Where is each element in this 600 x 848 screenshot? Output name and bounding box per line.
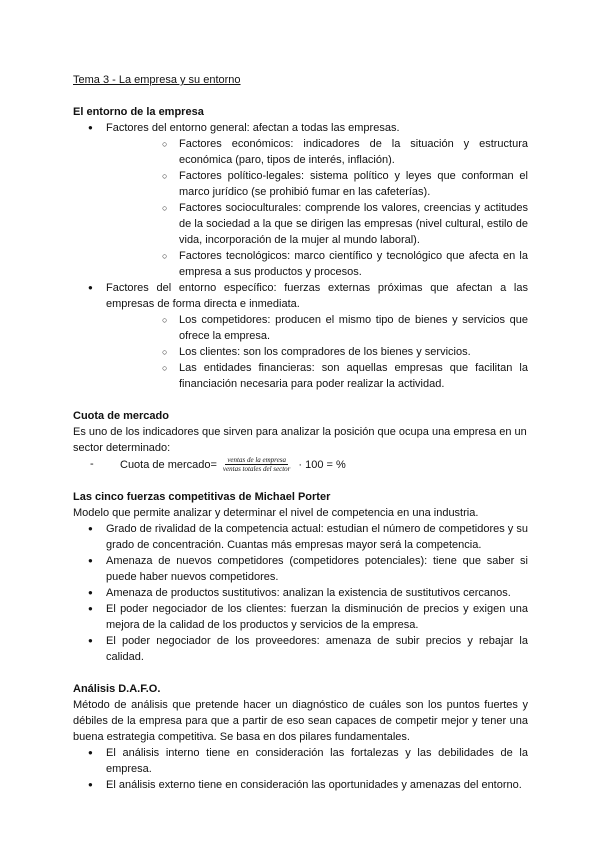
list-item (73, 280, 528, 392)
section-heading-porter: Las cinco fuerzas competitivas de Michael Porter (73, 491, 331, 503)
list-item: ○ Los competidores: producen el mismo tipo de bienes y servicios que ofrece la empresa. (106, 312, 528, 344)
formula (90, 456, 528, 473)
entorno-list (73, 120, 528, 392)
list-item: ● El análisis externo tiene en consideración las oportunidades y amenazas del entorno. (73, 777, 528, 793)
porter-text: Modelo que permite analizar y determinar el nivel de competencia en una industria. (73, 507, 479, 519)
list-item: ○ Factores económicos: indicadores de la situación y estructura económica (paro, tipos de interés, inflación). (106, 136, 528, 168)
porter-list (73, 521, 528, 665)
section-heading-cuota: Cuota de mercado (73, 410, 169, 422)
dafo-text: Método de análisis que pretende hacer un diagnóstico de cuáles son los puntos fuertes y débiles de la empresa para que a partir de eso sean capaces de competir mejor y tener una buena estrategia competitiva. Se basa en dos pilares fundamentales. (73, 699, 528, 743)
list-item: ● El poder negociador de los proveedores: amenaza de subir precios y rebajar la calidad. (73, 633, 528, 665)
formula-tail: · 100 = % (298, 458, 346, 471)
fraction (221, 456, 292, 473)
section-heading-entorno: El entorno de la empresa (73, 106, 204, 118)
list-item: ● Grado de rivalidad de la competencia actual: estudian el número de competidores y su grado de concentración. Cuantas más empresas mayor será la competencia. (73, 521, 528, 553)
list-item: ○ Factores socioculturales: comprende los valores, creencias y actitudes de la sociedad a la que se dirigen las empresas (nivel cultural, estilo de vida, incorporación de la mujer al mundo laboral). (106, 200, 528, 248)
section-heading-dafo: Análisis D.A.F.O. (73, 683, 161, 695)
fraction-numerator: ventas de la empresa (227, 456, 286, 464)
entorno-general-text: Factores del entorno general: afectan a todas las empresas. (106, 122, 400, 134)
list-item: ● Amenaza de nuevos competidores (competidores potenciales): tiene que saber si puede haber nuevos competidores. (73, 553, 528, 585)
list-item: ● El poder negociador de los clientes: fuerzan la disminución de precios y exigen una mejora de la calidad de los productos y servicios de la empresa. (73, 601, 528, 633)
entorno-especifico-text: Factores del entorno específico: fuerzas externas próximas que afectan a las empresas de forma directa e inmediata. (106, 282, 528, 310)
list-item: ○ Factores político-legales: sistema político y leyes que conforman el marco jurídico (se prohibió fumar en las cafeterías). (106, 168, 528, 200)
document-title: Tema 3 - La empresa y su entorno (73, 74, 241, 86)
list-item: ○ Factores tecnológicos: marco científico y tecnológico que afecta en la empresa a sus productos y procesos. (106, 248, 528, 280)
list-item: ● El análisis interno tiene en consideración las fortalezas y las debilidades de la empresa. (73, 745, 528, 777)
document-content (73, 72, 528, 793)
list-item: ○ Las entidades financieras: son aquellas empresas que facilitan la financiación necesaria para poder realizar la actividad. (106, 360, 528, 392)
entorno-general-sublist (106, 136, 528, 280)
list-item: ○ Los clientes: son los compradores de los bienes y servicios. (106, 344, 528, 360)
list-item: ● Amenaza de productos sustitutivos: analizan la existencia de sustitutivos cercanos. (73, 585, 528, 601)
dafo-list (73, 745, 528, 793)
dash-bullet: - (90, 458, 94, 470)
entorno-especifico-sublist (106, 312, 528, 392)
list-item (73, 120, 528, 280)
fraction-denominator: ventas totales del sector (222, 465, 291, 473)
formula-line (73, 456, 528, 473)
formula-label: Cuota de mercado= (120, 458, 217, 471)
cuota-text: Es uno de los indicadores que sirven para analizar la posición que ocupa una empresa en un sector determinado: (73, 426, 527, 454)
